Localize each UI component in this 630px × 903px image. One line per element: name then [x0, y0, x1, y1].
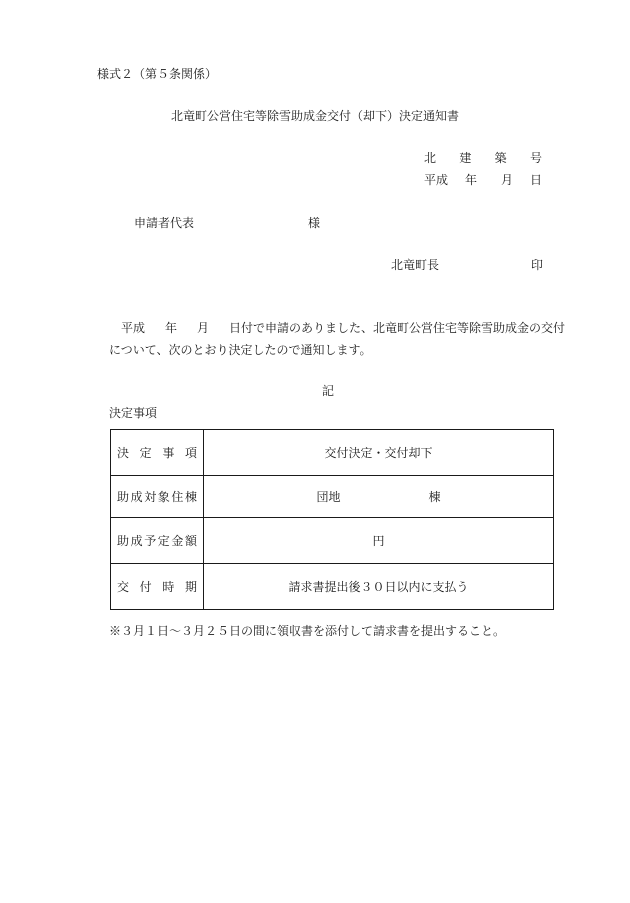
table-value-cell: 円 [204, 518, 554, 564]
label-char: 助 [117, 534, 130, 548]
body-part: 月 [196, 321, 209, 335]
table-row [111, 564, 554, 610]
table-label-cell [111, 518, 204, 564]
doc-number-part: 築 [494, 151, 507, 165]
table-row [111, 430, 554, 476]
label-char: 交 [117, 580, 130, 594]
label-char: 助 [117, 490, 130, 504]
body-text-line: について、次のとおり決定したので通知します。 [109, 343, 372, 357]
doc-number-part: 建 [459, 151, 472, 165]
issuer-seal: 印 [530, 258, 543, 272]
label-char: 項 [184, 446, 197, 460]
doc-number-part: 号 [529, 151, 542, 165]
table-row [111, 476, 554, 518]
table-value-cell: 交付決定・交付却下 [204, 430, 554, 476]
doc-date-part: 平成 [424, 173, 449, 187]
label-char: 付 [139, 580, 152, 594]
label-char: 成 [130, 534, 143, 548]
form-number: 様式２（第５条関係） [97, 67, 218, 81]
table-label-cell [111, 476, 204, 518]
label-char: 金 [171, 534, 184, 548]
body-part: 年 [164, 321, 177, 335]
label-char: 住 [171, 490, 184, 504]
issuer-name: 北竜町長 [391, 258, 440, 272]
label-char: 象 [157, 490, 170, 504]
label-char: 事 [162, 446, 175, 460]
body-part: 日付で申請のありました、北竜町公営住宅等除雪助成金の交付 [228, 321, 565, 335]
table-row [111, 518, 554, 564]
value-part: 団地 [316, 490, 341, 504]
document-date [424, 172, 542, 188]
body-part: 平成 [121, 321, 146, 335]
doc-date-part: 月 [501, 173, 514, 187]
label-char: 成 [130, 490, 143, 504]
recipient-honorific: 様 [307, 216, 320, 230]
recipient-label: 申請者代表 [134, 216, 195, 230]
footnote: ※３月１日～３月２５日の間に領収書を添付して請求書を提出すること。 [109, 624, 506, 638]
label-char: 決 [117, 446, 130, 460]
table-value-cell: 請求書提出後３０日以内に支払う [204, 564, 554, 610]
label-char: 額 [184, 534, 197, 548]
label-char: 時 [162, 580, 175, 594]
section-label: 決定事項 [109, 406, 158, 420]
label-char: 予 [144, 534, 157, 548]
issuer-line [391, 257, 543, 273]
body-text-line [109, 320, 565, 336]
label-char: 棟 [184, 490, 197, 504]
document-number [424, 150, 542, 166]
doc-date-part: 日 [529, 173, 542, 187]
value-part: 棟 [428, 490, 441, 504]
label-char: 定 [139, 446, 152, 460]
label-char: 定 [157, 534, 170, 548]
label-char: 対 [144, 490, 157, 504]
table-label-cell [111, 564, 204, 610]
table-value-cell [204, 476, 554, 518]
record-heading: 記 [321, 384, 334, 398]
table-label-cell [111, 430, 204, 476]
label-char: 期 [184, 580, 197, 594]
decision-table [110, 429, 554, 610]
doc-number-part: 北 [424, 151, 437, 165]
document-title: 北竜町公営住宅等除雪助成金交付（却下）決定通知書 [170, 109, 459, 123]
recipient-line [134, 215, 320, 231]
doc-date-part: 年 [464, 173, 477, 187]
